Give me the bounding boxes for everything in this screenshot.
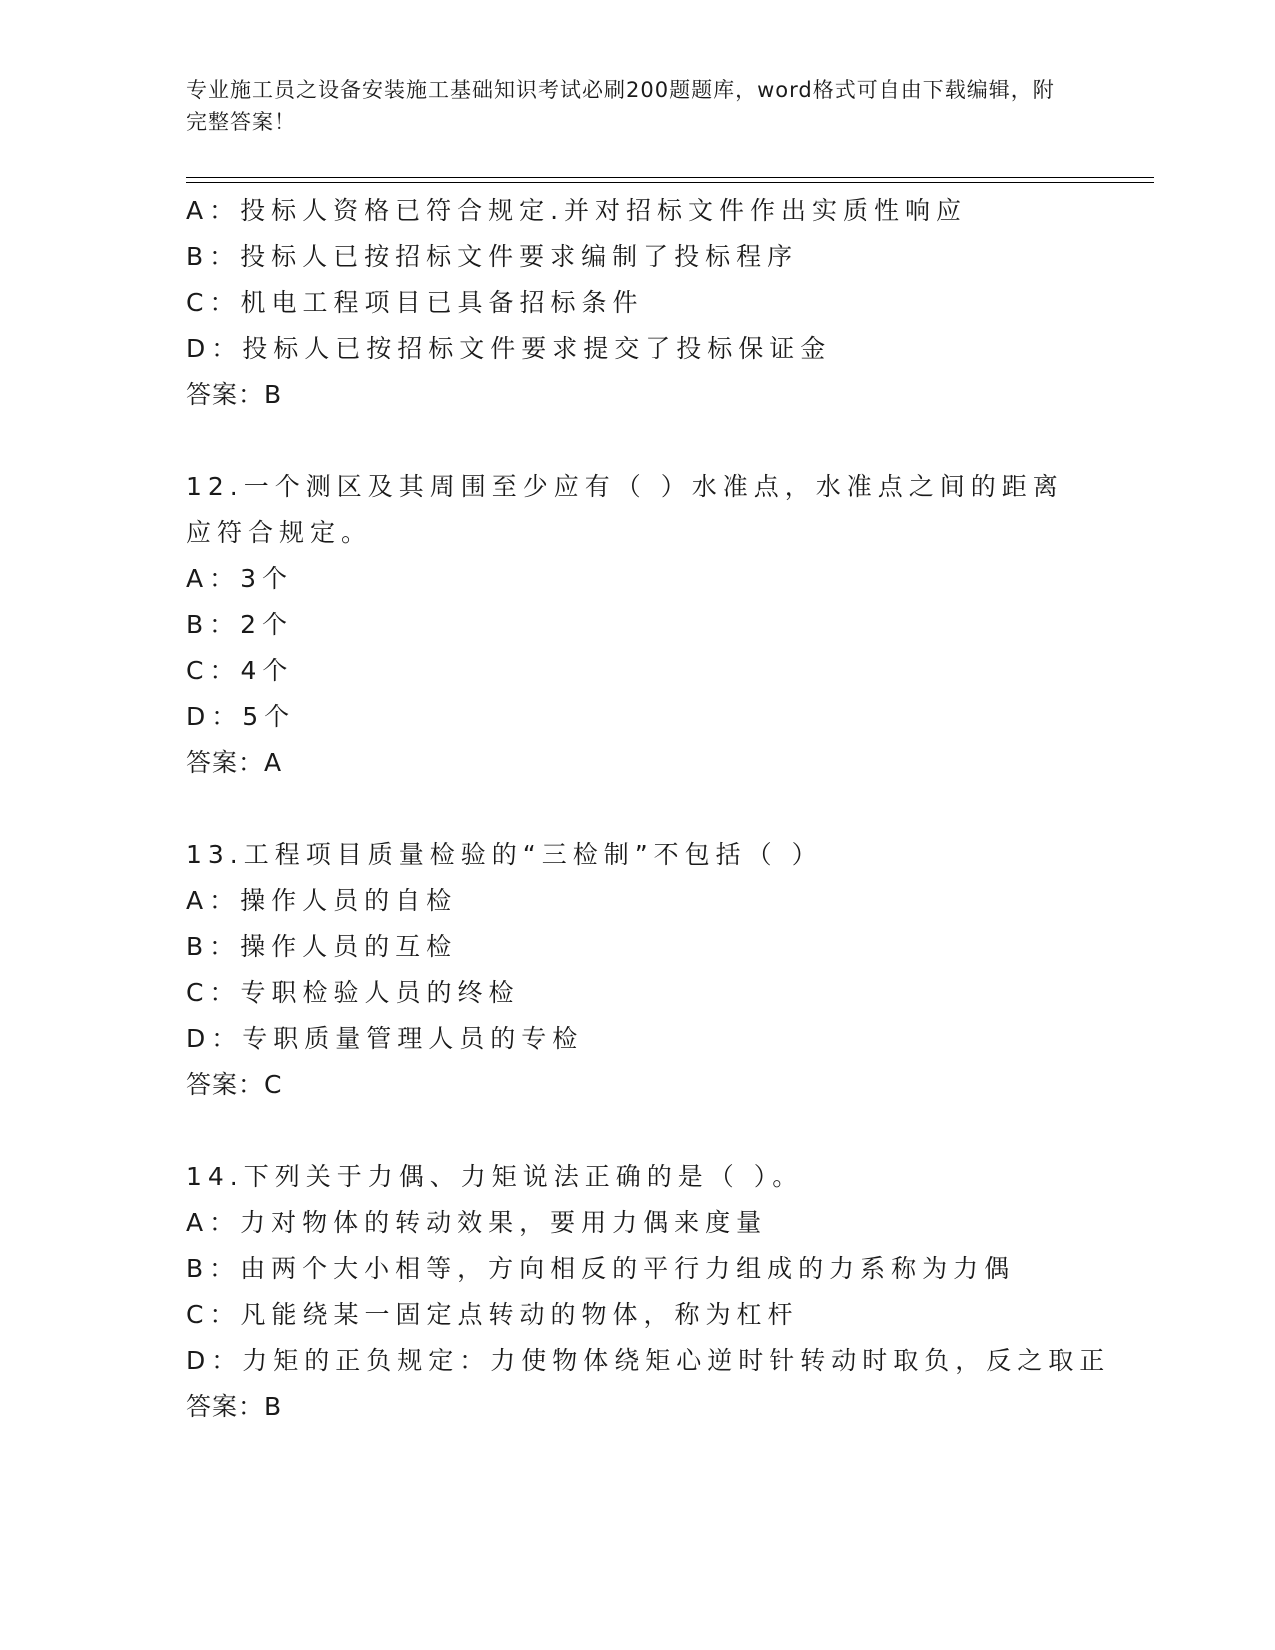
answer: 答案：B (186, 380, 283, 409)
question-13 (186, 832, 1086, 1108)
spacer (186, 786, 1086, 832)
option-a: A：投标人资格已符合规定.并对招标文件作出实质性响应 (186, 196, 968, 225)
option-a: A：力对物体的转动效果，要用力偶来度量 (186, 1208, 768, 1237)
option-b: B：操作人员的互检 (186, 932, 458, 961)
question-12 (186, 464, 1086, 786)
option-c: C：凡能绕某一固定点转动的物体，称为杠杆 (186, 1300, 799, 1329)
question-11 (186, 188, 1086, 418)
header-rule-top (186, 177, 1154, 178)
option-a: A：3个 (186, 564, 294, 593)
option-d: D：5个 (186, 702, 296, 731)
option-b: B：由两个大小相等，方向相反的平行力组成的力系称为力偶 (186, 1254, 1016, 1283)
document-body (186, 188, 1111, 1430)
question-text: 12.一个测区及其周围至少应有（ ）水准点，水准点之间的距离应符合规定。 (186, 472, 1064, 547)
header-rule-bottom (186, 182, 1154, 183)
spacer (186, 418, 1086, 464)
option-b: B：投标人已按招标文件要求编制了投标程序 (186, 242, 799, 271)
question-text: 14.下列关于力偶、力矩说法正确的是（ ）。 (186, 1162, 804, 1191)
answer: 答案：C (186, 1070, 283, 1099)
option-b: B：2个 (186, 610, 294, 639)
option-c: C：机电工程项目已具备招标条件 (186, 288, 644, 317)
option-a: A：操作人员的自检 (186, 886, 458, 915)
option-d: D：投标人已按招标文件要求提交了投标保证金 (186, 334, 832, 363)
option-c: C：专职检验人员的终检 (186, 978, 520, 1007)
question-14 (186, 1154, 1111, 1430)
option-c: C：4个 (186, 656, 294, 685)
option-d: D：力矩的正负规定：力使物体绕矩心逆时针转动时取负，反之取正 (186, 1346, 1111, 1375)
answer: 答案：A (186, 748, 283, 777)
question-text: 13.工程项目质量检验的“三检制”不包括（ ） (186, 840, 823, 869)
option-d: D：专职质量管理人员的专检 (186, 1024, 584, 1053)
spacer (186, 1108, 1086, 1154)
document-header-title: 专业施工员之设备安装施工基础知识考试必刷200题题库，word格式可自由下载编辑，附完整答案！ (186, 78, 1055, 134)
answer: 答案：B (186, 1392, 283, 1421)
